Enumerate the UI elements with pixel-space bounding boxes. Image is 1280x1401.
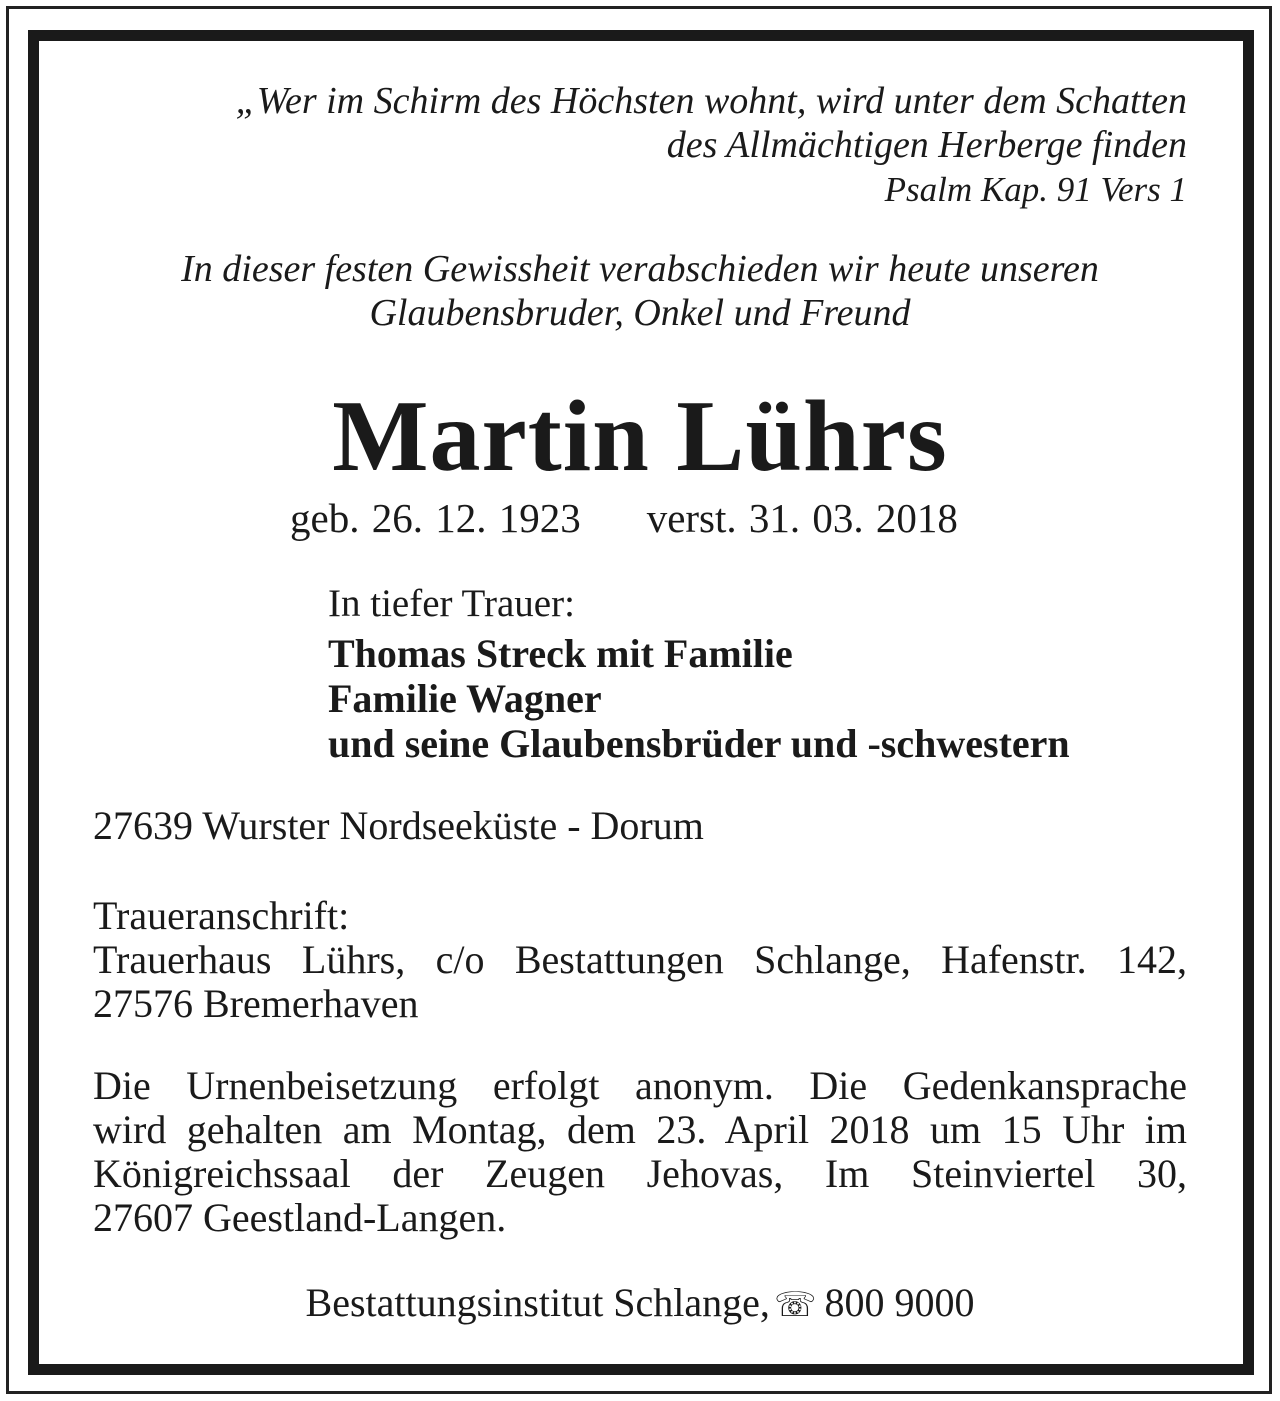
death-date: verst. 31. 03. 2018 (646, 495, 958, 541)
funeral-home-name: Bestattungsinstitut Schlange, (305, 1280, 770, 1325)
deceased-name: Martin Lührs (332, 380, 948, 493)
address-label: Traueranschrift: (93, 893, 350, 938)
mourner-name: Familie Wagner (328, 676, 602, 721)
funeral-home-contact (0, 1280, 1280, 1325)
verse-line-1: „Wer im Schirm des Höchsten wohnt, wird unter dem Schatten (235, 80, 1187, 122)
phone-number: 800 9000 (824, 1280, 975, 1325)
verse-line-2: des Allmächtigen Herberge finden (666, 124, 1187, 166)
life-dates (290, 495, 958, 541)
ceremony-line-2: wird gehalten am Montag, dem 23. April 2018 um 15 Uhr im (93, 1107, 1187, 1152)
address-line-2: 27576 Bremerhaven (93, 981, 419, 1026)
location-line: 27639 Wurster Nordseeküste - Dorum (93, 803, 704, 848)
intro-line-2: Glaubensbruder, Onkel und Freund (369, 292, 911, 334)
birth-date: geb. 26. 12. 1923 (290, 495, 581, 541)
ceremony-line-1: Die Urnenbeisetzung erfolgt anonym. Die Gedenkansprache (93, 1063, 1187, 1108)
mourners-intro: In tiefer Trauer: (328, 582, 575, 625)
mourner-name: Thomas Streck mit Familie (328, 631, 793, 676)
ceremony-line-3: Königreichssaal der Zeugen Jehovas, Im Steinviertel 30, (93, 1151, 1187, 1196)
verse-reference: Psalm Kap. 91 Vers 1 (884, 170, 1187, 209)
intro-line-1: In dieser festen Gewissheit verabschieden wir heute unseren (181, 248, 1099, 290)
address-line-1: Trauerhaus Lührs, c/o Bestattungen Schlange, Hafenstr. 142, (93, 937, 1187, 982)
ceremony-line-4: 27607 Geestland-Langen. (93, 1195, 507, 1240)
telephone-icon: ☏ (773, 1285, 817, 1325)
mourner-name: und seine Glaubensbrüder und -schwestern (328, 721, 1070, 766)
